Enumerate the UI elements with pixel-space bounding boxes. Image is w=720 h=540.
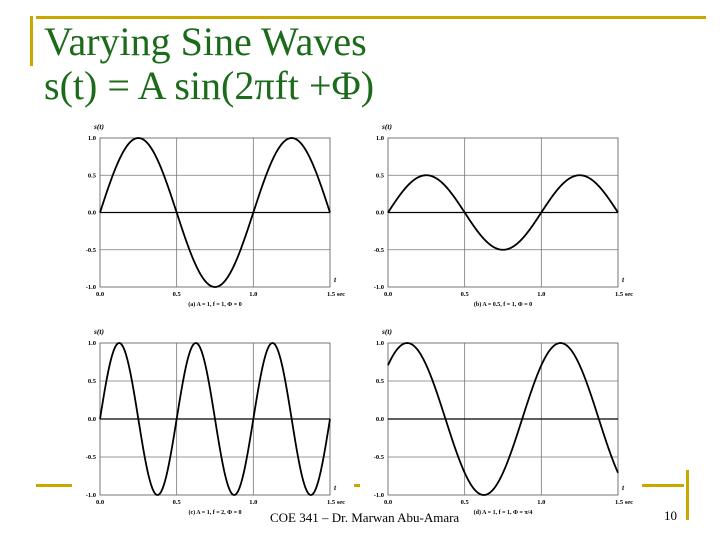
y-tick-label: 1.0 (87, 135, 96, 143)
chart-d (360, 323, 642, 528)
chart-caption: (b) A = 0.5, f = 1, Φ = 0 (473, 302, 533, 308)
y-tick-label: 1.0 (375, 135, 384, 143)
y-tick-label: -0.5 (85, 246, 96, 254)
y-tick-label: 1.0 (87, 340, 96, 348)
y-tick-label: -0.5 (85, 454, 96, 462)
x-tick-label: 0.0 (95, 291, 105, 298)
y-tick-label: -0.5 (373, 246, 384, 254)
title-line-1: Varying Sine Waves (44, 19, 367, 64)
x-tick-label: 0.5 (460, 499, 469, 506)
x-tick-label: 0.0 (383, 499, 393, 506)
page-number: 10 (664, 508, 677, 523)
y-tick-label: 0.5 (375, 378, 384, 386)
x-tick-label: 0.5 (172, 499, 181, 506)
y-tick-label: 0.5 (87, 378, 96, 386)
x-axis-name: t (622, 483, 625, 492)
y-tick-label: 0.0 (375, 209, 384, 217)
left-accent-line (30, 16, 33, 66)
y-axis-name: s(t) (94, 327, 104, 336)
chart-b (360, 118, 642, 320)
x-tick-label: 1.0 (249, 291, 258, 298)
y-tick-label: 1.0 (375, 340, 384, 348)
chart-svg (72, 118, 354, 320)
chart-a (72, 118, 354, 320)
chart-c (72, 323, 354, 528)
x-tick-label: 1.5 sec (614, 499, 634, 506)
y-tick-label: 0.5 (375, 172, 384, 180)
chart-caption: (d) A = 1, f = 1, Φ = π/4 (473, 510, 533, 516)
y-tick-label: -1.0 (373, 284, 384, 292)
y-axis-name: s(t) (94, 122, 104, 131)
y-tick-label: -1.0 (85, 284, 96, 292)
footer-text: COE 341 – Dr. Marwan Abu-Amara (270, 510, 460, 525)
x-axis-name: t (334, 275, 337, 284)
x-tick-label: 1.5 sec (614, 291, 634, 298)
chart-svg (360, 118, 642, 320)
y-tick-label: 0.0 (87, 416, 96, 424)
y-tick-label: 0.0 (375, 416, 384, 424)
y-axis-name: s(t) (382, 122, 392, 131)
y-tick-label: -1.0 (373, 492, 384, 500)
x-axis-name: t (334, 483, 337, 492)
x-tick-label: 0.5 (172, 291, 181, 298)
x-tick-label: 1.0 (537, 499, 546, 506)
x-axis-name: t (622, 275, 625, 284)
x-tick-label: 1.5 sec (326, 499, 346, 506)
chart-svg (360, 323, 642, 528)
x-tick-label: 0.5 (460, 291, 469, 298)
x-tick-label: 1.0 (249, 499, 258, 506)
right-accent-line (686, 470, 689, 520)
slide-title (44, 20, 374, 108)
y-tick-label: 0.0 (87, 209, 96, 217)
y-tick-label: -1.0 (85, 492, 96, 500)
y-tick-label: -0.5 (373, 454, 384, 462)
y-tick-label: 0.5 (87, 172, 96, 180)
title-line-2: s(t) = A sin(2πft +Φ) (44, 63, 375, 108)
chart-caption: (c) A = 1, f = 2, Φ = 0 (188, 510, 242, 516)
chart-caption: (a) A = 1, f = 1, Φ = 0 (188, 302, 242, 308)
x-tick-label: 0.0 (383, 291, 393, 298)
chart-svg (72, 323, 354, 528)
x-tick-label: 0.0 (95, 499, 105, 506)
y-axis-name: s(t) (382, 327, 392, 336)
x-tick-label: 1.5 sec (326, 291, 346, 298)
x-tick-label: 1.0 (537, 291, 546, 298)
